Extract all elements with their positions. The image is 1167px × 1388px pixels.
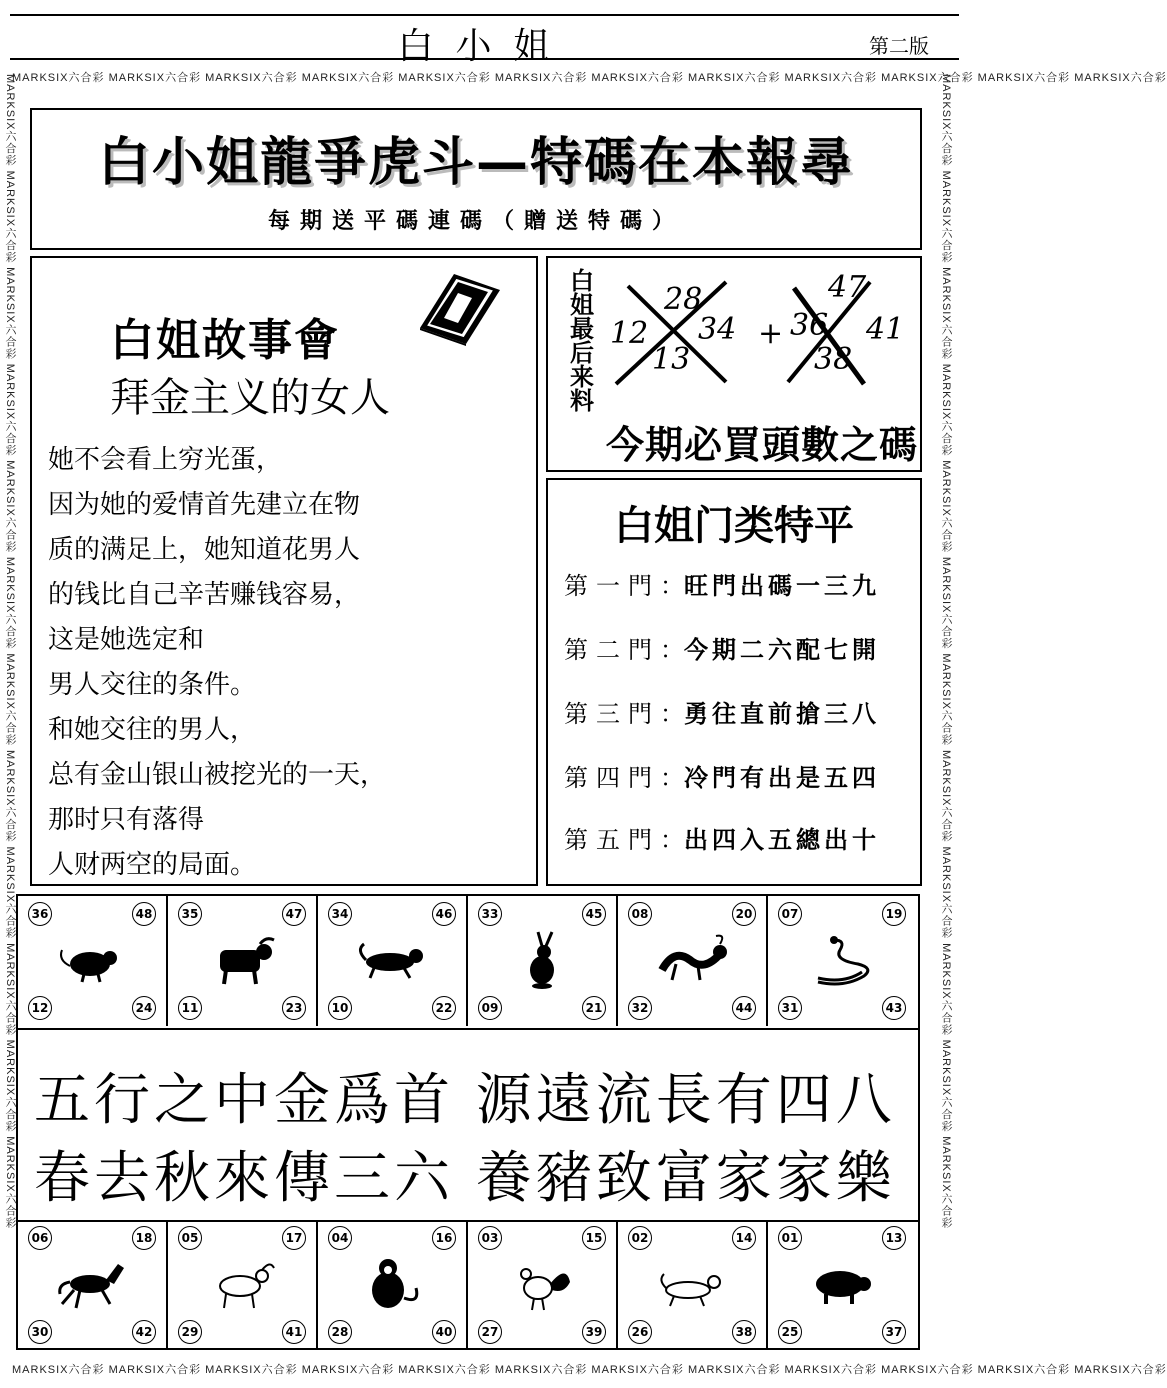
story-line: 人财两空的局面。 xyxy=(48,850,257,880)
door-row xyxy=(564,820,880,855)
number-badge: 20 xyxy=(732,902,756,926)
rabbit-icon xyxy=(504,930,580,990)
number-badge: 22 xyxy=(432,996,456,1020)
ox-icon xyxy=(204,930,280,990)
door-text: 勇往直前搶三八 xyxy=(684,700,880,728)
number-badge: 11 xyxy=(178,996,202,1020)
door-label: 第五門 xyxy=(564,826,660,854)
zodiac-section xyxy=(16,894,920,1350)
story-line: 和她交往的男人， xyxy=(48,715,257,745)
number-badge: 26 xyxy=(628,1320,652,1344)
number-badge: 42 xyxy=(132,1320,156,1344)
story-line: 质的满足上，她知道花男人 xyxy=(48,535,361,565)
zodiac-cell xyxy=(618,896,768,1026)
zodiac-cell xyxy=(318,1220,468,1350)
cross-marks xyxy=(608,272,908,392)
door-label: 第一門 xyxy=(564,572,660,600)
rooster-icon xyxy=(504,1254,580,1314)
door-colon: ： xyxy=(660,764,684,792)
ref-number: 13 xyxy=(652,342,691,377)
story-line: 那时只有落得 xyxy=(48,805,205,835)
story-subheading: 拜金主义的女人 xyxy=(110,375,390,421)
number-badge: 09 xyxy=(478,996,502,1020)
horse-icon xyxy=(54,1254,130,1314)
border-strip-right: MARKSIX六合彩 MARKSIX六合彩 MARKSIX六合彩 MARKSIX六合彩 MARKSIX六合彩 MARKSIX六合彩 MARKSIX六合彩 MARKSIX六合彩 MARKSIX六合彩 MARKSIX六合彩 MARKSIX六合彩 MARKSIX六合彩 xyxy=(940,74,952,1229)
reference-label-chars: 白姐最后来料 xyxy=(565,268,594,412)
number-badge: 30 xyxy=(28,1320,52,1344)
number-badge: 07 xyxy=(778,902,802,926)
door-colon: ： xyxy=(660,700,684,728)
story-line: 她不会看上穷光蛋， xyxy=(48,445,283,475)
newspaper-title: 白小姐 xyxy=(397,26,572,67)
poem-box xyxy=(18,1028,918,1222)
door-row xyxy=(564,694,880,729)
number-badge: 46 xyxy=(432,902,456,926)
number-badge: 12 xyxy=(28,996,52,1020)
ref-number: 34 xyxy=(698,312,737,347)
must-buy-text: 今期必買頭數之碼 xyxy=(606,423,919,467)
number-badge: 27 xyxy=(478,1320,502,1344)
number-badge: 17 xyxy=(282,1226,306,1250)
zodiac-cell xyxy=(618,1220,768,1350)
number-badge: 18 xyxy=(132,1226,156,1250)
page-header xyxy=(0,14,969,67)
story-line: 总有金山银山被挖光的一天， xyxy=(48,760,387,790)
zodiac-cell xyxy=(18,896,168,1026)
number-badge: 36 xyxy=(28,902,52,926)
ref-number: 47 xyxy=(828,270,867,305)
number-badge: 45 xyxy=(582,902,606,926)
number-badge: 06 xyxy=(28,1226,52,1250)
header-rule-top xyxy=(10,14,959,16)
story-line: 男人交往的条件。 xyxy=(48,670,257,700)
zodiac-cell xyxy=(768,1220,918,1350)
zodiac-cell xyxy=(468,1220,618,1350)
pig-icon xyxy=(804,1254,880,1314)
number-badge: 05 xyxy=(178,1226,202,1250)
number-badge: 16 xyxy=(432,1226,456,1250)
number-badge: 40 xyxy=(432,1320,456,1344)
number-badge: 08 xyxy=(628,902,652,926)
headline-subtext: 每期送平碼連碼（贈送特碼） xyxy=(267,209,684,234)
border-strip-top: MARKSIX六合彩 MARKSIX六合彩 MARKSIX六合彩 MARKSIX六合彩 MARKSIX六合彩 MARKSIX六合彩 MARKSIX六合彩 MARKSIX六合彩 MARKSIX六合彩 MARKSIX六合彩 MARKSIX六合彩 MARKSIX六合彩 xyxy=(12,72,1167,84)
door-label: 第三門 xyxy=(564,700,660,728)
number-badge: 44 xyxy=(732,996,756,1020)
number-badge: 02 xyxy=(628,1226,652,1250)
number-badge: 47 xyxy=(282,902,306,926)
number-badge: 13 xyxy=(882,1226,906,1250)
number-badge: 32 xyxy=(628,996,652,1020)
goat-icon xyxy=(204,1254,280,1314)
dog-icon xyxy=(654,1254,730,1314)
zodiac-cell xyxy=(18,1220,168,1350)
number-badge: 14 xyxy=(732,1226,756,1250)
door-text: 冷門有出是五四 xyxy=(684,764,880,792)
door-row xyxy=(564,566,880,601)
number-badge: 48 xyxy=(132,902,156,926)
number-badge: 35 xyxy=(178,902,202,926)
dragon-icon xyxy=(654,930,730,990)
zodiac-cell xyxy=(168,1220,318,1350)
doors-section xyxy=(546,478,922,886)
story-body xyxy=(48,438,386,888)
ref-number: 36 xyxy=(790,308,829,343)
header-rule-bottom xyxy=(10,58,959,60)
door-text: 出四入五總出十 xyxy=(684,826,880,854)
number-badge: 21 xyxy=(582,996,606,1020)
reference-label xyxy=(562,268,596,412)
headline-banner xyxy=(30,108,922,250)
zodiac-cell xyxy=(468,896,618,1026)
border-strip-left: MARKSIX六合彩 MARKSIX六合彩 MARKSIX六合彩 MARKSIX六合彩 MARKSIX六合彩 MARKSIX六合彩 MARKSIX六合彩 MARKSIX六合彩 MARKSIX六合彩 MARKSIX六合彩 MARKSIX六合彩 MARKSIX六合彩 xyxy=(4,74,16,1229)
ref-number: 28 xyxy=(664,282,703,317)
edition-label: 第二版 xyxy=(869,34,929,58)
door-label: 第二門 xyxy=(564,636,660,664)
poem-line: 五行之中金爲首 源遠流長有四八 xyxy=(34,1068,896,1133)
ref-plus: + xyxy=(758,316,784,351)
number-badge: 25 xyxy=(778,1320,802,1344)
number-badge: 43 xyxy=(882,996,906,1020)
number-badge: 04 xyxy=(328,1226,352,1250)
monkey-icon xyxy=(354,1254,430,1314)
book-icon xyxy=(416,268,502,346)
ref-number: 41 xyxy=(866,312,905,347)
door-row xyxy=(564,758,880,793)
tiger-icon xyxy=(354,930,430,990)
story-line: 这是她选定和 xyxy=(48,625,205,655)
number-badge: 38 xyxy=(732,1320,756,1344)
number-badge: 15 xyxy=(582,1226,606,1250)
story-line: 因为她的爱情首先建立在物 xyxy=(48,490,361,520)
ref-number: 38 xyxy=(814,342,853,377)
story-line: 的钱比自己辛苦赚钱容易， xyxy=(48,580,361,610)
number-badge: 33 xyxy=(478,902,502,926)
story-section xyxy=(30,256,538,886)
number-badge: 28 xyxy=(328,1320,352,1344)
headline-text: 白小姐龍爭虎斗—特碼在本報尋 xyxy=(97,133,854,193)
number-badge: 39 xyxy=(582,1320,606,1344)
rat-icon xyxy=(54,930,130,990)
door-row xyxy=(564,630,880,665)
number-badge: 24 xyxy=(132,996,156,1020)
number-badge: 34 xyxy=(328,902,352,926)
number-badge: 31 xyxy=(778,996,802,1020)
number-badge: 23 xyxy=(282,996,306,1020)
snake-icon xyxy=(804,930,880,990)
doors-title: 白姐门类特平 xyxy=(614,503,854,549)
reference-box xyxy=(546,256,922,472)
door-text: 今期二六配七開 xyxy=(684,636,880,664)
door-label: 第四門 xyxy=(564,764,660,792)
border-strip-bottom: MARKSIX六合彩 MARKSIX六合彩 MARKSIX六合彩 MARKSIX六合彩 MARKSIX六合彩 MARKSIX六合彩 MARKSIX六合彩 MARKSIX六合彩 MARKSIX六合彩 MARKSIX六合彩 MARKSIX六合彩 MARKSIX六合彩 xyxy=(12,1364,1167,1376)
door-colon: ： xyxy=(660,826,684,854)
door-text: 旺門出碼一三九 xyxy=(684,572,880,600)
number-badge: 10 xyxy=(328,996,352,1020)
number-badge: 19 xyxy=(882,902,906,926)
number-badge: 01 xyxy=(778,1226,802,1250)
number-badge: 37 xyxy=(882,1320,906,1344)
number-badge: 29 xyxy=(178,1320,202,1344)
number-badge: 41 xyxy=(282,1320,306,1344)
zodiac-cell xyxy=(318,896,468,1026)
zodiac-cell xyxy=(168,896,318,1026)
poem-line: 春去秋來傳三六 養豬致富家家樂 xyxy=(34,1146,896,1211)
ref-number: 12 xyxy=(610,316,649,351)
number-badge: 03 xyxy=(478,1226,502,1250)
door-colon: ： xyxy=(660,636,684,664)
door-colon: ： xyxy=(660,572,684,600)
story-heading: 白姐故事會 xyxy=(110,315,340,366)
zodiac-cell xyxy=(768,896,918,1026)
